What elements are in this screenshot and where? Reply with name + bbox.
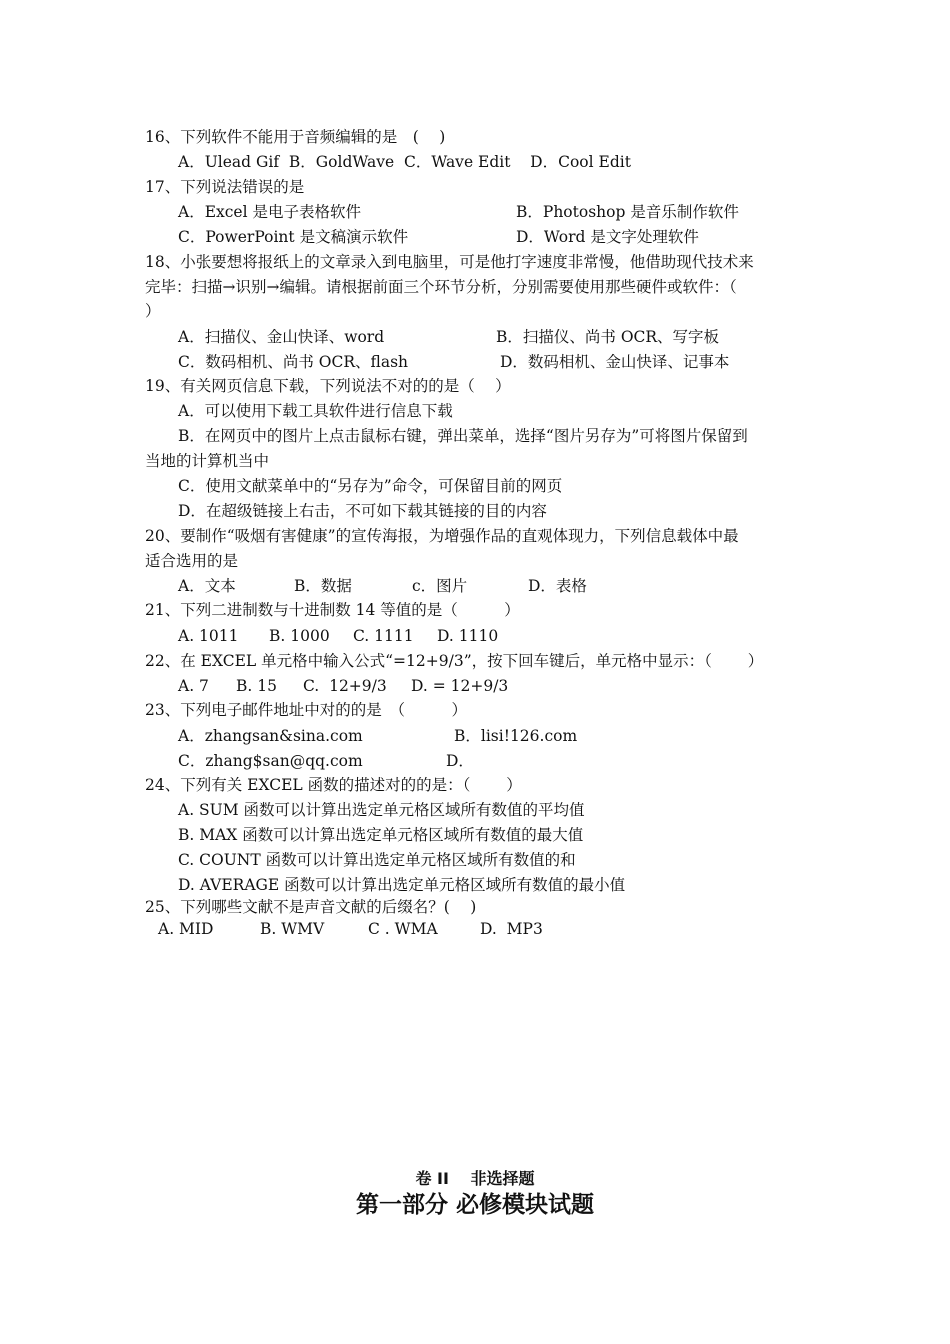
question-18-cont2: ） <box>145 302 161 320</box>
question-24-option-b: B. MAX 函数可以计算出选定单元格区域所有数值的最大值 <box>178 826 584 844</box>
question-18-option-d: D．数码相机、金山快译、记事本 <box>500 353 730 371</box>
question-20-option-a: A．文本 <box>178 577 236 595</box>
question-20-option-b: B．数据 <box>294 577 352 595</box>
question-17-option-d: D．Word 是文字处理软件 <box>516 228 699 246</box>
question-19-option-c: C．使用文献菜单中的“另存为”命令，可保留目前的网页 <box>178 477 563 495</box>
question-23-option-a: A．zhangsan&sina.com <box>178 727 363 745</box>
question-24-option-d: D. AVERAGE 函数可以计算出选定单元格区域所有数值的最小值 <box>178 876 626 894</box>
question-18-cont: 完毕：扫描→识别→编辑。请根据前面三个环节分析，分别需要使用那些硬件或软件：（ <box>145 278 737 296</box>
question-21-option-b: B. 1000 <box>269 627 330 645</box>
question-24-option-c: C. COUNT 函数可以计算出选定单元格区域所有数值的和 <box>178 851 576 869</box>
question-25-option-c: C . WMA <box>368 920 438 938</box>
question-23-option-d: D． <box>446 752 474 770</box>
question-24-option-a: A. SUM 函数可以计算出选定单元格区域所有数值的平均值 <box>178 801 585 819</box>
question-20-cont: 适合选用的是 <box>145 552 239 570</box>
question-19-option-d: D．在超级链接上右击，不可如下载其链接的目的内容 <box>178 502 547 520</box>
question-22: 22、在 EXCEL 单元格中输入公式“=12+9/3”，按下回车键后，单元格中显示：（ ） <box>145 652 764 670</box>
question-17: 17、下列说法错误的是 <box>145 178 305 196</box>
question-19-option-a: A．可以使用下载工具软件进行信息下载 <box>178 402 453 420</box>
question-25: 25、下列哪些文献不是声音文献的后缀名？( ) <box>145 898 477 916</box>
question-21-option-d: D. 1110 <box>437 627 499 645</box>
volume-heading: 卷 II 非选择题 <box>415 1169 535 1188</box>
question-20-option-d: D．表格 <box>528 577 587 595</box>
question-22-option-b: B. 15 <box>236 677 277 695</box>
question-21-option-c: C. 1111 <box>353 627 414 645</box>
question-25-option-a: A. MID <box>158 920 214 938</box>
question-22-option-a: A. 7 <box>178 677 209 695</box>
question-23: 23、下列电子邮件地址中对的的是 （ ） <box>145 701 467 719</box>
question-22-option-d: D. = 12+9/3 <box>411 677 509 695</box>
question-20-option-c: c．图片 <box>412 577 468 595</box>
question-23-option-c: C．zhang$san@qq.com <box>178 752 363 770</box>
question-16-options: A．Ulead Gif B．GoldWave C．Wave Edit D．Cool Edit <box>178 153 631 171</box>
question-21-option-a: A. 1011 <box>178 627 239 645</box>
question-25-option-b: B. WMV <box>260 920 325 938</box>
question-22-option-c: C. 12+9/3 <box>303 677 387 695</box>
question-17-option-b: B．Photoshop 是音乐制作软件 <box>516 203 739 221</box>
question-18-option-b: B．扫描仪、尚书 OCR、写字板 <box>496 328 720 346</box>
question-19-option-b-cont: 当地的计算机当中 <box>145 452 270 470</box>
question-17-option-c: C．PowerPoint 是文稿演示软件 <box>178 228 409 246</box>
question-25-option-d: D. MP3 <box>480 920 543 938</box>
question-17-option-a: A．Excel 是电子表格软件 <box>178 203 361 221</box>
question-18: 18、小张要想将报纸上的文章录入到电脑里，可是他打字速度非常慢，他借助现代技术来 <box>145 253 754 271</box>
question-19: 19、有关网页信息下载，下列说法不对的的是（ ） <box>145 377 511 395</box>
question-18-option-a: A．扫描仪、金山快译、word <box>178 328 385 346</box>
question-23-option-b: B．lisi!126.com <box>454 727 578 745</box>
question-19-option-b: B．在网页中的图片上点击鼠标右键，弹出菜单，选择“图片另存为”可将图片保留到 <box>178 427 748 445</box>
question-18-option-c: C．数码相机、尚书 OCR、flash <box>178 353 409 371</box>
part-heading: 第一部分 必修模块试题 <box>355 1192 594 1218</box>
question-20: 20、要制作“吸烟有害健康”的宣传海报，为增强作品的直观体现力，下列信息载体中最 <box>145 527 739 545</box>
question-24: 24、下列有关 EXCEL 函数的描述对的的是：（ ） <box>145 776 522 794</box>
question-16: 16、下列软件不能用于音频编辑的是 ( ) <box>145 128 446 146</box>
question-21: 21、下列二进制数与十进制数 14 等值的是（ ） <box>145 601 520 619</box>
